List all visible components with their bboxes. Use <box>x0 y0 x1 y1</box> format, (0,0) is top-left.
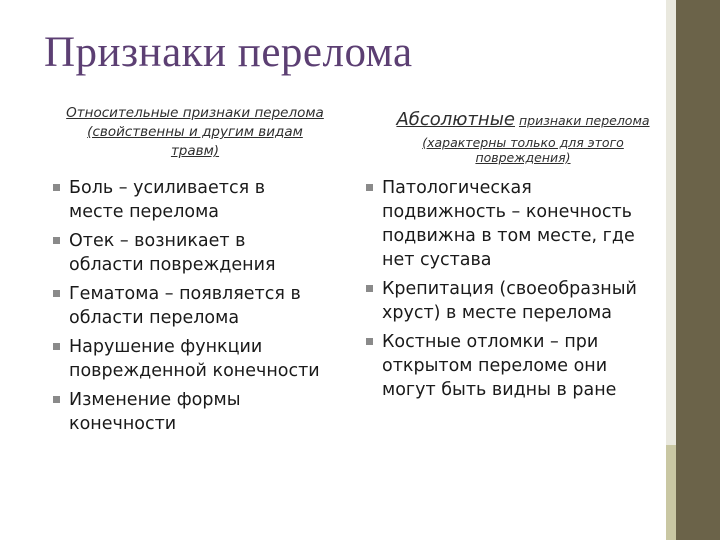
absolute-header-subtitle <box>382 135 664 165</box>
list-item <box>53 335 323 383</box>
square-bullet-icon <box>53 290 60 297</box>
list-item-text: Нарушение функции поврежденной конечности <box>69 337 320 381</box>
square-bullet-icon <box>53 396 60 403</box>
absolute-sub-line1: (характерны только для этого <box>422 135 624 150</box>
list-item <box>366 330 646 402</box>
list-item-text: Костные отломки – при открытом переломе они могут быть видны в ране <box>382 332 617 400</box>
relative-header-line3: травм) <box>170 143 220 159</box>
list-item <box>366 176 646 272</box>
list-item <box>53 176 323 224</box>
list-item-text: Боль – усиливается в месте перелома <box>69 178 266 222</box>
square-bullet-icon <box>53 343 60 350</box>
square-bullet-icon <box>53 184 60 191</box>
relative-signs-list <box>53 176 323 441</box>
list-item-text: Гематома – появляется в области перелома <box>69 284 301 328</box>
relative-header-line1: Относительные признаки перелома <box>66 105 324 121</box>
absolute-signs-list <box>366 176 646 407</box>
list-item <box>53 229 323 277</box>
square-bullet-icon <box>366 338 373 345</box>
decorative-sidebar <box>666 0 720 540</box>
absolute-header-rest: признаки перелома <box>518 113 650 128</box>
absolute-signs-header <box>382 109 664 165</box>
absolute-header-keyword: Абсолютные <box>396 109 515 130</box>
relative-signs-header <box>36 104 354 161</box>
list-item-text: Отек – возникает в области повреждения <box>69 231 276 275</box>
relative-header-line2: (свойственны и другим видам <box>87 124 303 140</box>
absolute-sub-line2: повреждения) <box>475 150 571 165</box>
sidebar-accent-block <box>666 445 676 540</box>
square-bullet-icon <box>53 237 60 244</box>
list-item-text: Крепитация (своеобразный хруст) в месте перелома <box>382 279 637 323</box>
list-item <box>366 277 646 325</box>
square-bullet-icon <box>366 184 373 191</box>
square-bullet-icon <box>366 285 373 292</box>
list-item <box>53 388 323 436</box>
slide-title: Признаки перелома <box>44 29 413 76</box>
list-item <box>53 282 323 330</box>
list-item-text: Патологическая подвижность – конечность подвижна в том месте, где нет сустава <box>382 178 635 270</box>
list-item-text: Изменение формы конечности <box>69 390 241 434</box>
sidebar-dark-stripe <box>676 0 720 540</box>
